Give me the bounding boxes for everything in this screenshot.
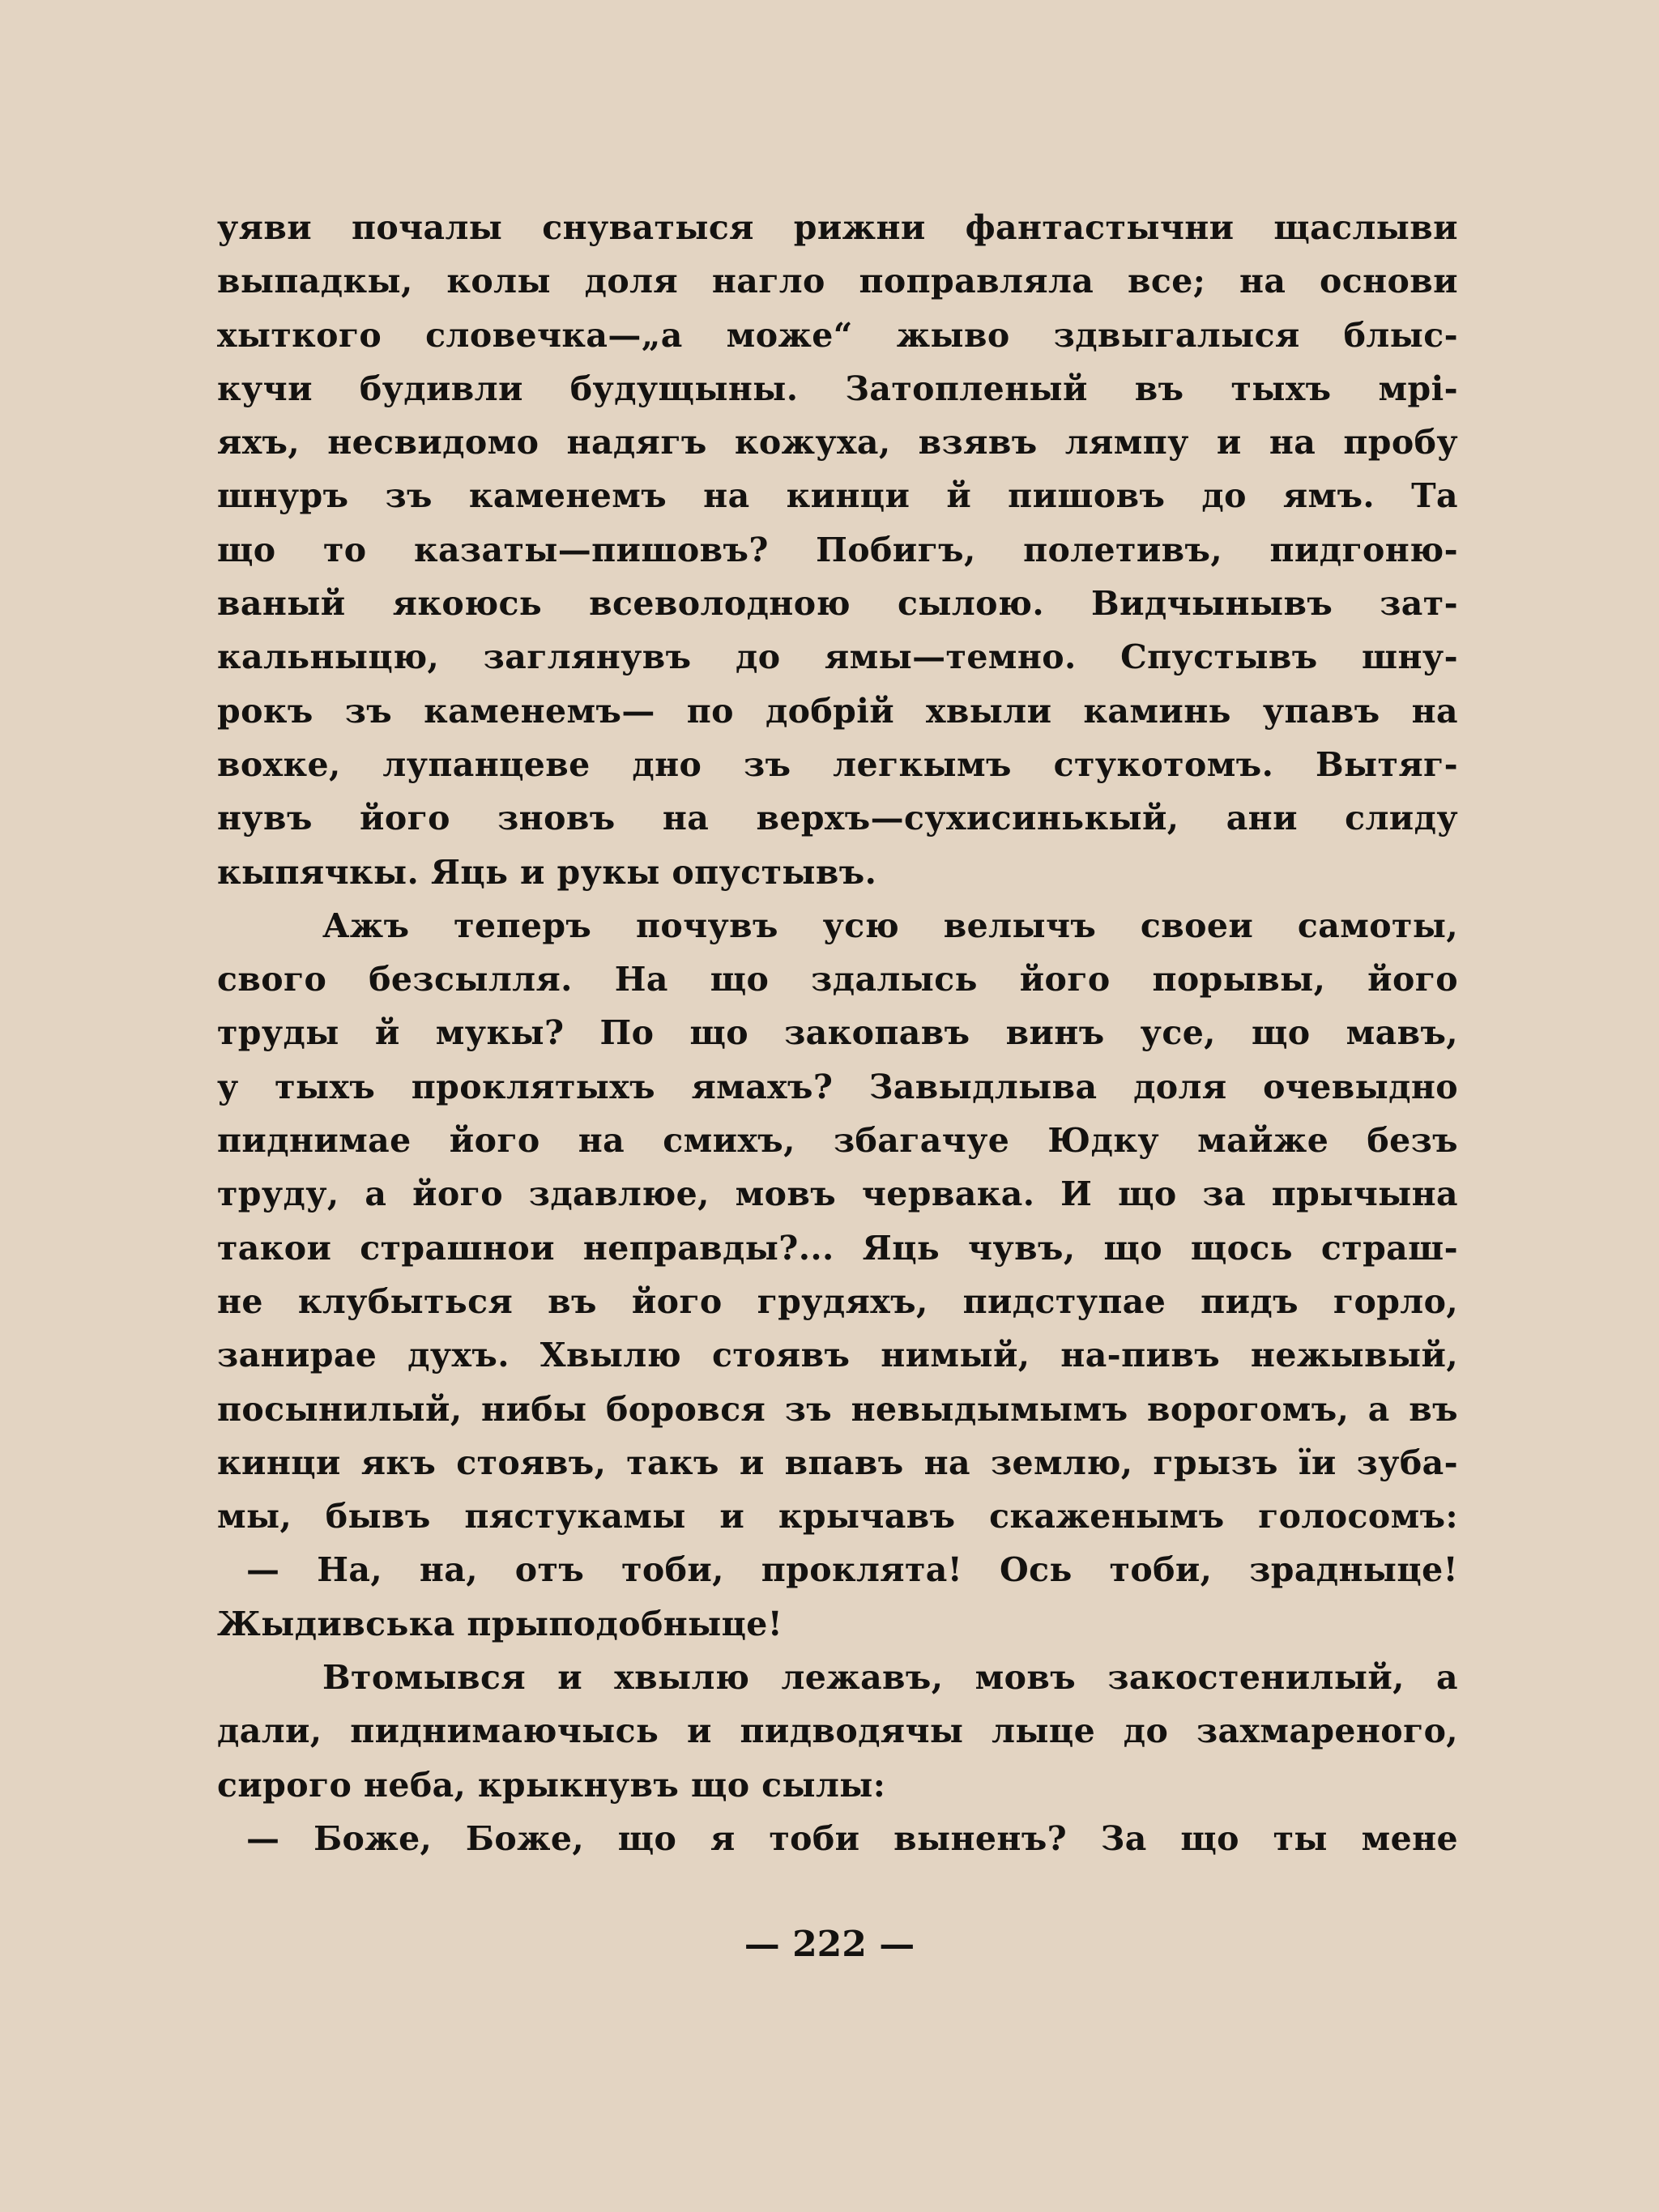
text-line: пиднимае його на смихъ, збагачуе Юдку майже безъ	[217, 1121, 1458, 1161]
text-line: такои страшнои неправды?... Яць чувъ, що щось страш-	[217, 1228, 1458, 1268]
text-line: выпадкы, колы доля нагло поправляла все; на основи	[217, 262, 1458, 301]
text-line: нувъ його зновъ на верхъ—сухисинькый, ани слиду	[217, 799, 1458, 838]
text-line: труду, а його здавлюе, мовъ червака. И що за прычына	[217, 1174, 1458, 1214]
text-line: посынилый, нибы боровся зъ невыдымымъ ворогомъ, а въ	[217, 1389, 1458, 1429]
text-line: — На, на, отъ тоби, проклята! Ось тоби, зрадныце!	[246, 1550, 1458, 1590]
text-line: хыткого словечка—„а може“ жыво здвыгалыся блыс-	[217, 315, 1458, 355]
text-line: що то казаты—пишовъ? Побигъ, полетивъ, пидгоню-	[217, 530, 1458, 569]
text-line: кыпячкы. Яць и рукы опустывъ.	[217, 852, 877, 892]
text-line: уяви почалы снуватыся рижни фантастычни щаслыви	[217, 208, 1458, 247]
text-line: Втомывся и хвылю лежавъ, мовъ закостенилый, а	[322, 1658, 1458, 1698]
text-line: свого безсылля. На що здалысь його порывы, його	[217, 960, 1458, 999]
page-number: — 222 —	[744, 1924, 915, 1965]
page-body	[217, 201, 1458, 1865]
text-line: занирае духъ. Хвылю стоявъ нимый, на-пивъ нежывый,	[217, 1336, 1458, 1375]
text-line: мы, бывъ пястукамы и крычавъ скаженымъ голосомъ:	[217, 1497, 1458, 1536]
text-line: ваный якоюсь всеволодною сылою. Видчынывъ зат-	[217, 584, 1458, 624]
text-line: не клубыться въ його грудяхъ, пидступае пидъ горло,	[217, 1281, 1458, 1321]
text-line: кинци якъ стоявъ, такъ и впавъ на землю, грызъ ïи зуба-	[217, 1443, 1458, 1482]
text-line: труды й мукы? По що закопавъ винъ усе, що мавъ,	[217, 1013, 1458, 1053]
text-line: кальныцю, заглянувъ до ямы—темно. Спустывъ шну-	[217, 637, 1458, 677]
text-line: у тыхъ проклятыхъ ямахъ? Завыдлыва доля очевыдно	[217, 1067, 1458, 1106]
text-line: шнуръ зъ каменемъ на кинци й пишовъ до ямъ. Та	[217, 476, 1458, 516]
text-line: сирого неба, крыкнувъ що сылы:	[217, 1765, 886, 1805]
text-line: — Боже, Боже, що я тоби выненъ? За що ты мене	[246, 1818, 1458, 1858]
text-line: кучи будивли будущыны. Затопленый въ тыхъ мрі-	[217, 369, 1458, 408]
text-line: яхъ, несвидомо надягъ кожуха, взявъ лямпу и на пробу	[217, 423, 1458, 462]
text-line: вохке, лупанцеве дно зъ легкымъ стукотомъ. Вытяг-	[217, 744, 1458, 784]
text-line: Ажъ теперъ почувъ усю велычъ своеи самоты,	[322, 906, 1458, 945]
text-line: дали, пиднимаючысь и пидводячы лыце до захмареного,	[217, 1711, 1458, 1751]
text-line: рокъ зъ каменемъ— по добрій хвыли каминь упавъ на	[217, 691, 1458, 731]
text-line: Жыдивська прыподобныце!	[217, 1604, 783, 1643]
